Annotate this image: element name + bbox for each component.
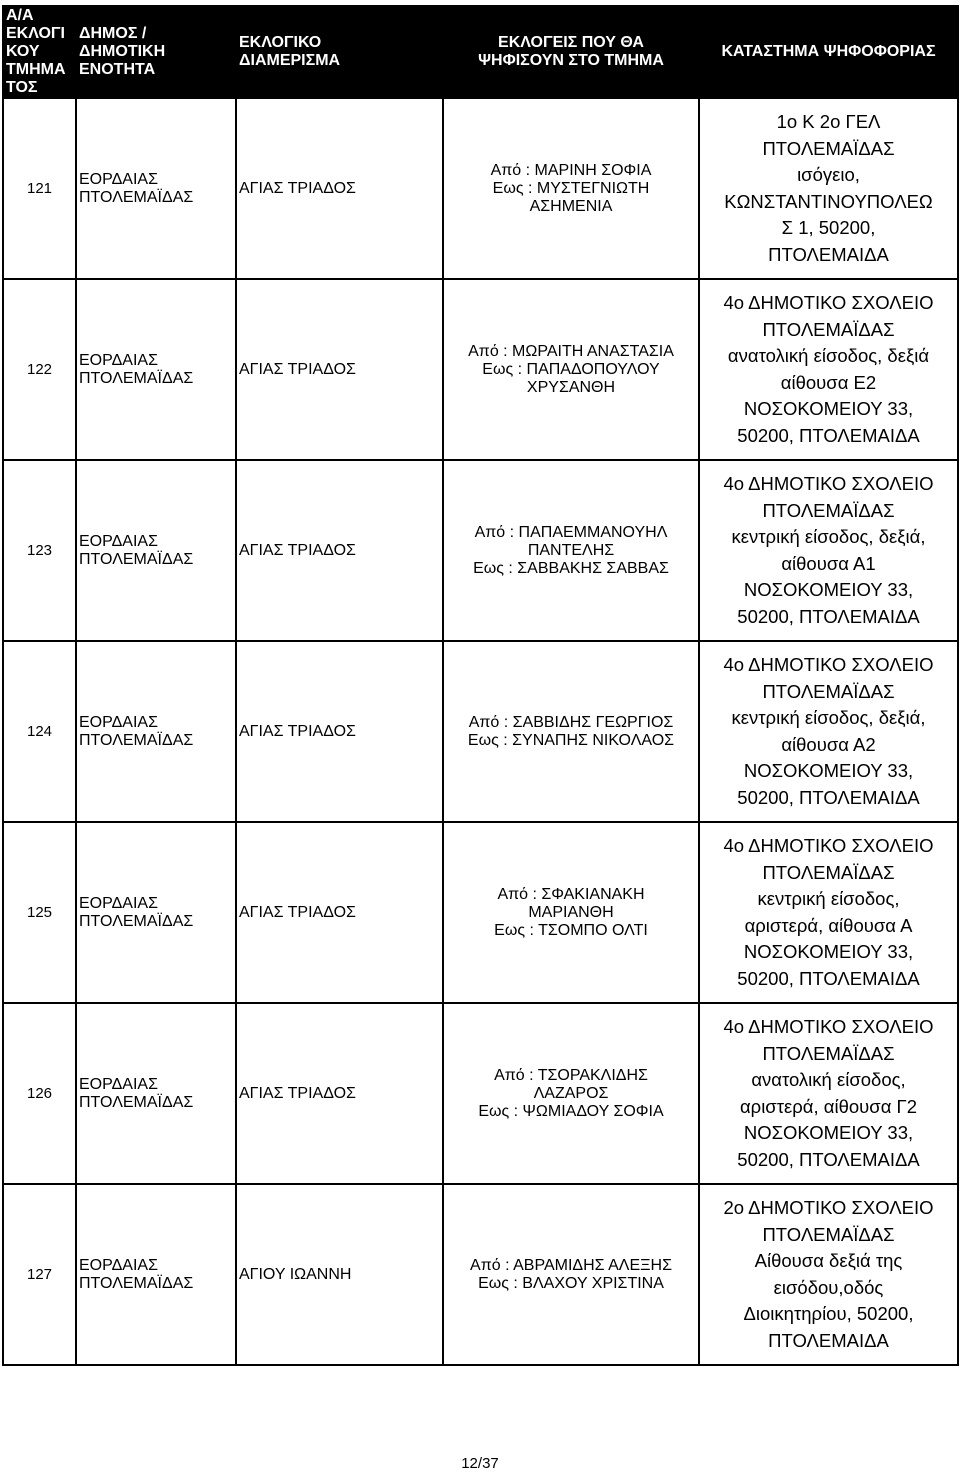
table-row [3,279,958,460]
header-voters: ΕΚΛΟΓΕΙΣ ΠΟΥ ΘΑ ΨΗΦΙΣΟΥΝ ΣΤΟ ΤΜΗΜΑ [443,6,699,98]
cell-section-number-text: 126 [26,1084,53,1102]
cell-electoral-district-text: ΑΓΙΟΥ ΙΩΑΝΝΗ [239,1265,352,1283]
cell-polling-station [699,98,958,279]
header-district: ΕΚΛΟΓΙΚΟ ΔΙΑΜΕΡΙΣΜΑ [236,6,443,98]
cell-municipality-text: ΕΟΡΔΑΙΑΣ ΠΤΟΛΕΜΑΪΔΑΣ [79,351,194,387]
cell-municipality [76,460,236,641]
table-row [3,641,958,822]
cell-electoral-district [236,98,443,279]
table-row [3,98,958,279]
cell-polling-station-text: 4ο ΔΗΜΟΤΙΚΟ ΣΧΟΛΕΙΟ ΠΤΟΛΕΜΑΪΔΑΣ κεντρική είσοδος, δεξιά, αίθουσα Α2 ΝΟΣΟΚΟΜΕΙΟΥ 33, 50200, ΠΤΟΛΕΜΑΙΔΑ [723,654,934,808]
cell-municipality-text: ΕΟΡΔΑΙΑΣ ΠΤΟΛΕΜΑΪΔΑΣ [79,894,194,930]
cell-section-number [3,822,76,1003]
header-aa: Α/Α ΕΚΛΟΓΙ ΚΟΥ ΤΜΗΜΑ ΤΟΣ [3,6,76,98]
cell-polling-station-text: 4ο ΔΗΜΟΤΙΚΟ ΣΧΟΛΕΙΟ ΠΤΟΛΕΜΑΪΔΑΣ ανατολική είσοδος, αριστερά, αίθουσα Γ2 ΝΟΣΟΚΟΜΕΙΟΥ 33, 50200, ΠΤΟΛΕΜΑΙΔΑ [723,1016,934,1170]
table-row [3,1184,958,1365]
cell-section-number-text: 122 [26,360,53,378]
cell-voters-range [443,1184,699,1365]
cell-section-number-text: 124 [26,722,53,740]
cell-voters-range-text: Από : ΤΣΟΡΑΚΛΙΔΗΣ ΛΑΖΑΡΟΣ Εως : ΨΩΜΙΑΔΟΥ ΣΟΦΙΑ [478,1066,664,1120]
cell-polling-station [699,460,958,641]
cell-polling-station-text: 4ο ΔΗΜΟΤΙΚΟ ΣΧΟΛΕΙΟ ΠΤΟΛΕΜΑΪΔΑΣ κεντρική είσοδος, δεξιά, αίθουσα Α1 ΝΟΣΟΚΟΜΕΙΟΥ 33, 50200, ΠΤΟΛΕΜΑΙΔΑ [723,473,934,627]
cell-electoral-district-text: ΑΓΙΑΣ ΤΡΙΑΔΟΣ [239,360,356,378]
cell-polling-station [699,641,958,822]
cell-voters-range [443,279,699,460]
page-number: 12/37 [461,1455,499,1472]
cell-municipality [76,279,236,460]
cell-section-number-text: 127 [26,1265,53,1283]
cell-electoral-district [236,1184,443,1365]
cell-municipality-text: ΕΟΡΔΑΙΑΣ ΠΤΟΛΕΜΑΪΔΑΣ [79,532,194,568]
cell-section-number [3,98,76,279]
cell-electoral-district-text: ΑΓΙΑΣ ΤΡΙΑΔΟΣ [239,903,356,921]
table-row [3,822,958,1003]
cell-section-number-text: 123 [26,541,53,559]
cell-section-number [3,279,76,460]
cell-polling-station-text: 4ο ΔΗΜΟΤΙΚΟ ΣΧΟΛΕΙΟ ΠΤΟΛΕΜΑΪΔΑΣ ανατολική είσοδος, δεξιά αίθουσα Ε2 ΝΟΣΟΚΟΜΕΙΟΥ 33, 50200, ΠΤΟΛΕΜΑΙΔΑ [723,292,934,446]
cell-polling-station [699,822,958,1003]
cell-section-number [3,1003,76,1184]
cell-section-number [3,460,76,641]
cell-polling-station [699,279,958,460]
cell-municipality [76,822,236,1003]
cell-polling-station-text: 4ο ΔΗΜΟΤΙΚΟ ΣΧΟΛΕΙΟ ΠΤΟΛΕΜΑΪΔΑΣ κεντρική είσοδος, αριστερά, αίθουσα Α ΝΟΣΟΚΟΜΕΙΟΥ 33, 50200, ΠΤΟΛΕΜΑΙΔΑ [723,835,934,989]
cell-municipality [76,641,236,822]
cell-voters-range-text: Από : ΑΒΡΑΜΙΔΗΣ ΑΛΕΞΗΣ Εως : ΒΛΑΧΟΥ ΧΡΙΣΤΙΝΑ [470,1256,672,1292]
cell-municipality-text: ΕΟΡΔΑΙΑΣ ΠΤΟΛΕΜΑΪΔΑΣ [79,1256,194,1292]
polling-stations-table [2,5,959,1366]
cell-municipality [76,1184,236,1365]
cell-electoral-district-text: ΑΓΙΑΣ ΤΡΙΑΔΟΣ [239,179,356,197]
cell-voters-range [443,460,699,641]
table-row [3,460,958,641]
cell-section-number-text: 121 [26,179,53,197]
cell-voters-range [443,98,699,279]
cell-voters-range-text: Από : ΠΑΠΑΕΜΜΑΝΟΥΗΛ ΠΑΝΤΕΛΗΣ Εως : ΣΑΒΒΑΚΗΣ ΣΑΒΒΑΣ [473,523,669,577]
cell-voters-range [443,1003,699,1184]
cell-voters-range-text: Από : ΜΩΡΑΙΤΗ ΑΝΑΣΤΑΣΙΑ Εως : ΠΑΠΑΔΟΠΟΥΛΟΥ ΧΡΥΣΑΝΘΗ [468,342,674,396]
cell-voters-range [443,822,699,1003]
cell-polling-station-text: 2ο ΔΗΜΟΤΙΚΟ ΣΧΟΛΕΙΟ ΠΤΟΛΕΜΑΪΔΑΣ Αίθουσα δεξιά της εισόδου,οδός Διοικητηρίου, 50200, ΠΤΟΛΕΜΑΙΔΑ [723,1197,934,1351]
cell-voters-range [443,641,699,822]
cell-electoral-district-text: ΑΓΙΑΣ ΤΡΙΑΔΟΣ [239,1084,356,1102]
cell-polling-station-text: 1ο Κ 2ο ΓΕΛ ΠΤΟΛΕΜΑΪΔΑΣ ισόγειο, ΚΩΝΣΤΑΝΤΙΝΟΥΠΟΛΕΩ Σ 1, 50200, ΠΤΟΛΕΜΑΙΔΑ [724,111,933,265]
cell-electoral-district [236,460,443,641]
cell-voters-range-text: Από : ΣΑΒΒΙΔΗΣ ΓΕΩΡΓΙΟΣ Εως : ΣΥΝΑΠΗΣ ΝΙΚΟΛΑΟΣ [467,713,675,749]
cell-voters-range-text: Από : ΣΦΑΚΙΑΝΑΚΗ ΜΑΡΙΑΝΘΗ Εως : ΤΣΟΜΠΟ ΟΛΤΙ [494,885,648,939]
cell-electoral-district [236,822,443,1003]
cell-municipality [76,1003,236,1184]
cell-electoral-district-text: ΑΓΙΑΣ ΤΡΙΑΔΟΣ [239,541,356,559]
header-store: ΚΑΤΑΣΤΗΜΑ ΨΗΦΟΦΟΡΙΑΣ [699,6,958,98]
cell-municipality-text: ΕΟΡΔΑΙΑΣ ΠΤΟΛΕΜΑΪΔΑΣ [79,1075,194,1111]
cell-electoral-district [236,1003,443,1184]
cell-municipality-text: ΕΟΡΔΑΙΑΣ ΠΤΟΛΕΜΑΪΔΑΣ [79,170,194,206]
cell-section-number [3,641,76,822]
cell-municipality [76,98,236,279]
cell-electoral-district [236,279,443,460]
cell-electoral-district-text: ΑΓΙΑΣ ΤΡΙΑΔΟΣ [239,722,356,740]
cell-polling-station [699,1003,958,1184]
cell-section-number [3,1184,76,1365]
cell-electoral-district [236,641,443,822]
cell-municipality-text: ΕΟΡΔΑΙΑΣ ΠΤΟΛΕΜΑΪΔΑΣ [79,713,194,749]
table-header-row [3,6,958,98]
cell-section-number-text: 125 [26,903,53,921]
header-municipality: ΔΗΜΟΣ / ΔΗΜΟΤΙΚΗ ΕΝΟΤΗΤΑ [76,6,236,98]
cell-polling-station [699,1184,958,1365]
table-row [3,1003,958,1184]
cell-voters-range-text: Από : ΜΑΡΙΝΗ ΣΟΦΙΑ Εως : ΜΥΣΤΕΓΝΙΩΤΗ ΑΣΗΜΕΝΙΑ [490,161,652,215]
